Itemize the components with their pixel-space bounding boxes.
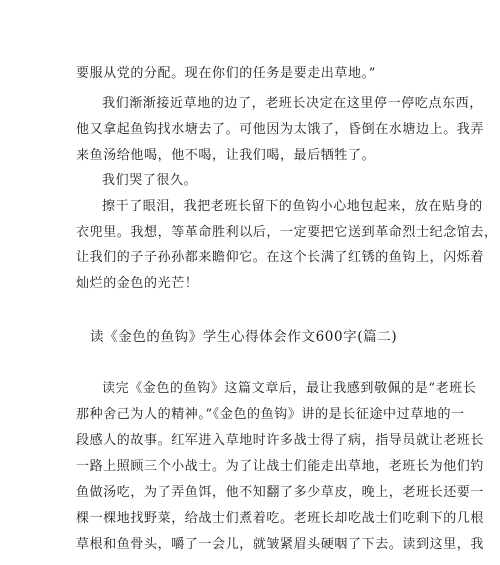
paragraph-line: 衣兜里。我想，等革命胜利以后，一定要把它送到革命烈士纪念馆去，: [76, 225, 498, 240]
paragraph-line: 要服从党的分配。现在你们的任务是要走出草地。”: [76, 66, 376, 81]
paragraph-line: 段感人的故事。红军进入草地时许多战士得了病，指导员就让老班长: [76, 433, 485, 448]
paragraph-line: 灿烂的金色的光芒！: [76, 276, 199, 291]
paragraph-line: 我们渐渐接近草地的边了，老班长决定在这里停一停吃点东西，: [102, 96, 483, 111]
section-heading: 读《金色的鱼钩》学生心得体会作文600字(篇二): [90, 329, 398, 345]
paragraph-line: 我们哭了很久。: [102, 173, 198, 188]
paragraph-line: 草根和鱼骨头，嚼了一会儿，就皱紧眉头硬咽了下去。读到这里，我: [76, 537, 485, 552]
paragraph-line: 一路上照顾三个小战士。为了让战士们能走出草地，老班长为他们钓: [76, 459, 485, 474]
paragraph-line: 那种舍己为人的精神。”《金色的鱼钩》讲的是长征途中过草地的一: [76, 407, 465, 422]
paragraph-line: 鱼做汤吃，为了弄鱼饵，他不知翻了多少草皮，晚上，老班长还要一: [76, 485, 485, 500]
paragraph-line: 读完《金色的鱼钩》这篇文章后，最让我感到敬佩的是“老班长: [102, 381, 477, 396]
paragraph-line: 他又拿起鱼钩找水塘去了。可他因为太饿了，昏倒在水塘边上。我弄: [76, 122, 485, 137]
paragraph-line: 来鱼汤给他喝，他不喝，让我们喝，最后牺牲了。: [76, 148, 376, 163]
paragraph-line: 让我们的子子孙孙都来瞻仰它。在这个长满了红锈的鱼钩上，闪烁着: [76, 250, 485, 265]
paragraph-line: 棵一棵地找野菜，给战士们煮着吃。老班长却吃战士们吃剩下的几根: [76, 511, 485, 526]
paragraph-line: 擦干了眼泪，我把老班长留下的鱼钩小心地包起来，放在贴身的: [102, 199, 483, 214]
